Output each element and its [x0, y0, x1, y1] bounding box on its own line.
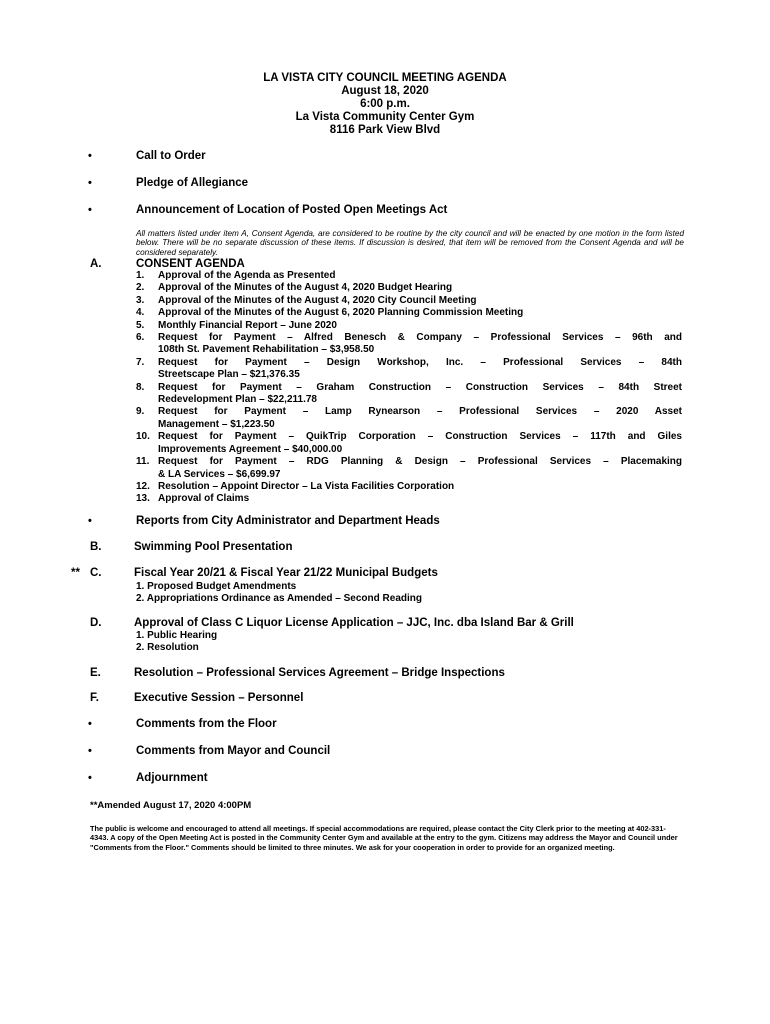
list-item-number: 7. [136, 356, 145, 368]
item-title: Call to Order [136, 150, 206, 162]
bullet-icon: • [88, 150, 92, 162]
consent-note: All matters listed under item A, Consent Agenda, are considered to be routine by the city council and will be enacted by one motion in the form listed below. There will be no separate discussion of these items. If discussion is desired, that item will be removed from the Consent Agenda and will be considered separately. [136, 229, 684, 257]
consent-list-item [136, 332, 682, 357]
consent-list-item [136, 307, 682, 319]
list-item-number: 10. [136, 431, 150, 443]
list-item-number: 12. [136, 480, 150, 492]
list-item-number: 9. [136, 406, 145, 418]
consent-list-item [136, 406, 682, 431]
bullet-icon: • [88, 745, 92, 757]
item-title: Resolution – Professional Services Agreement – Bridge Inspections [134, 667, 505, 679]
item-letter: F. [90, 692, 99, 704]
header-address: 8116 Park View Blvd [329, 124, 441, 136]
agenda-header [0, 72, 770, 137]
item-title: Adjournment [136, 772, 208, 784]
item-title: Reports from City Administrator and Department Heads [136, 515, 440, 527]
consent-list-item [136, 431, 682, 456]
item-title: Comments from Mayor and Council [136, 745, 331, 757]
list-item-text: Approval of the Minutes of the August 4, 2020 City Council Meeting [158, 294, 477, 306]
list-item-text: Request for Payment – RDG Planning & Design – Professional Services – Placemaking [158, 456, 682, 468]
public-notice-footer: The public is welcome and encouraged to attend all meetings. If special accommodations are required, please contact the City Clerk prior to the meeting at 402-331-4343. A copy of the Open Meeting Act is posted in the Community Center Gym and available at the entry to the gym. Citizens may address the Mayor and Council under "Comments from the Floor." Comments should be limited to three minutes. We ask for your cooperation in order to provide for an organized meeting. [90, 824, 678, 852]
bullet-icon: • [88, 515, 92, 527]
consent-list-item [136, 282, 682, 294]
consent-list-item [136, 320, 682, 332]
sub-item: 1. Public Hearing [136, 630, 218, 641]
item-letter: C. [90, 567, 102, 579]
item-letter: E. [90, 667, 101, 679]
list-item-text: Approval of the Agenda as Presented [158, 270, 336, 281]
header-date: August 18, 2020 [341, 85, 429, 97]
list-item-text-continued: Streetscape Plan – $21,376.35 [158, 369, 300, 381]
item-title: Swimming Pool Presentation [134, 541, 293, 553]
list-item-number: 6. [136, 332, 145, 344]
list-item-number: 4. [136, 307, 145, 319]
header-title: LA VISTA CITY COUNCIL MEETING AGENDA [263, 72, 507, 84]
list-item-text: Approval of Claims [158, 493, 250, 505]
list-item-text-continued: Improvements Agreement – $40,000.00 [158, 443, 343, 455]
item-letter: B. [90, 541, 102, 553]
list-item-text: Resolution – Appoint Director – La Vista Facilities Corporation [158, 480, 455, 492]
list-item-number: 2. [136, 282, 145, 294]
list-item-text: Request for Payment – QuikTrip Corporation – Construction Services – 117th and Giles [158, 431, 682, 443]
bullet-icon: • [88, 718, 92, 730]
list-item-text: Request for Payment – Lamp Rynearson – Professional Services – 2020 Asset [158, 406, 682, 418]
header-location: La Vista Community Center Gym [295, 111, 475, 123]
list-item-text: Request for Payment – Design Workshop, Inc. – Professional Services – 84th [158, 356, 682, 368]
list-item-text: Monthly Financial Report – June 2020 [158, 319, 337, 331]
consent-agenda-list [136, 270, 682, 506]
bullet-icon: • [88, 177, 92, 189]
consent-list-item [136, 357, 682, 382]
consent-list-item [136, 456, 682, 481]
bullet-icon: • [88, 772, 92, 784]
list-item-text-continued: 108th St. Pavement Rehabilitation – $3,958.50 [158, 344, 375, 356]
item-title: CONSENT AGENDA [136, 258, 245, 270]
item-letter: A. [90, 258, 102, 270]
list-item-text-continued: & LA Services – $6,699.97 [158, 468, 281, 480]
sub-item: 1. Proposed Budget Amendments [136, 581, 297, 592]
list-item-number: 5. [136, 319, 145, 331]
list-item-number: 3. [136, 294, 145, 306]
list-item-text: Request for Payment – Graham Construction – Construction Services – 84th Street [158, 381, 682, 393]
list-item-number: 1. [136, 270, 145, 281]
list-item-text: Approval of the Minutes of the August 4, 2020 Budget Hearing [158, 282, 453, 294]
item-title: Pledge of Allegiance [136, 177, 249, 189]
item-title: Comments from the Floor [136, 718, 277, 730]
sub-item: 2. Resolution [136, 642, 199, 653]
list-item-text: Request for Payment – Alfred Benesch & Company – Professional Services – 96th and [158, 332, 682, 344]
header-time: 6:00 p.m. [360, 98, 410, 110]
amended-notice: **Amended August 17, 2020 4:00PM [90, 800, 252, 811]
item-title: Approval of Class C Liquor License Application – JJC, Inc. dba Island Bar & Grill [134, 617, 574, 629]
bullet-icon: • [88, 204, 92, 216]
consent-list-item [136, 270, 682, 282]
sub-item: 2. Appropriations Ordinance as Amended – Second Reading [136, 593, 422, 604]
item-letter: D. [90, 617, 102, 629]
consent-list-item [136, 295, 682, 307]
amended-marker: ** [71, 567, 80, 579]
list-item-number: 8. [136, 381, 145, 393]
item-title: Announcement of Location of Posted Open Meetings Act [136, 204, 448, 216]
consent-list-item [136, 382, 682, 407]
item-title: Fiscal Year 20/21 & Fiscal Year 21/22 Municipal Budgets [134, 567, 438, 579]
item-title: Executive Session – Personnel [134, 692, 304, 704]
list-item-number: 11. [136, 456, 150, 468]
list-item-text-continued: Management – $1,223.50 [158, 418, 275, 430]
list-item-text-continued: Redevelopment Plan – $22,211.78 [158, 394, 317, 406]
consent-list-item [136, 481, 682, 493]
consent-list-item [136, 493, 682, 505]
list-item-number: 13. [136, 493, 150, 505]
list-item-text: Approval of the Minutes of the August 6, 2020 Planning Commission Meeting [158, 307, 524, 319]
